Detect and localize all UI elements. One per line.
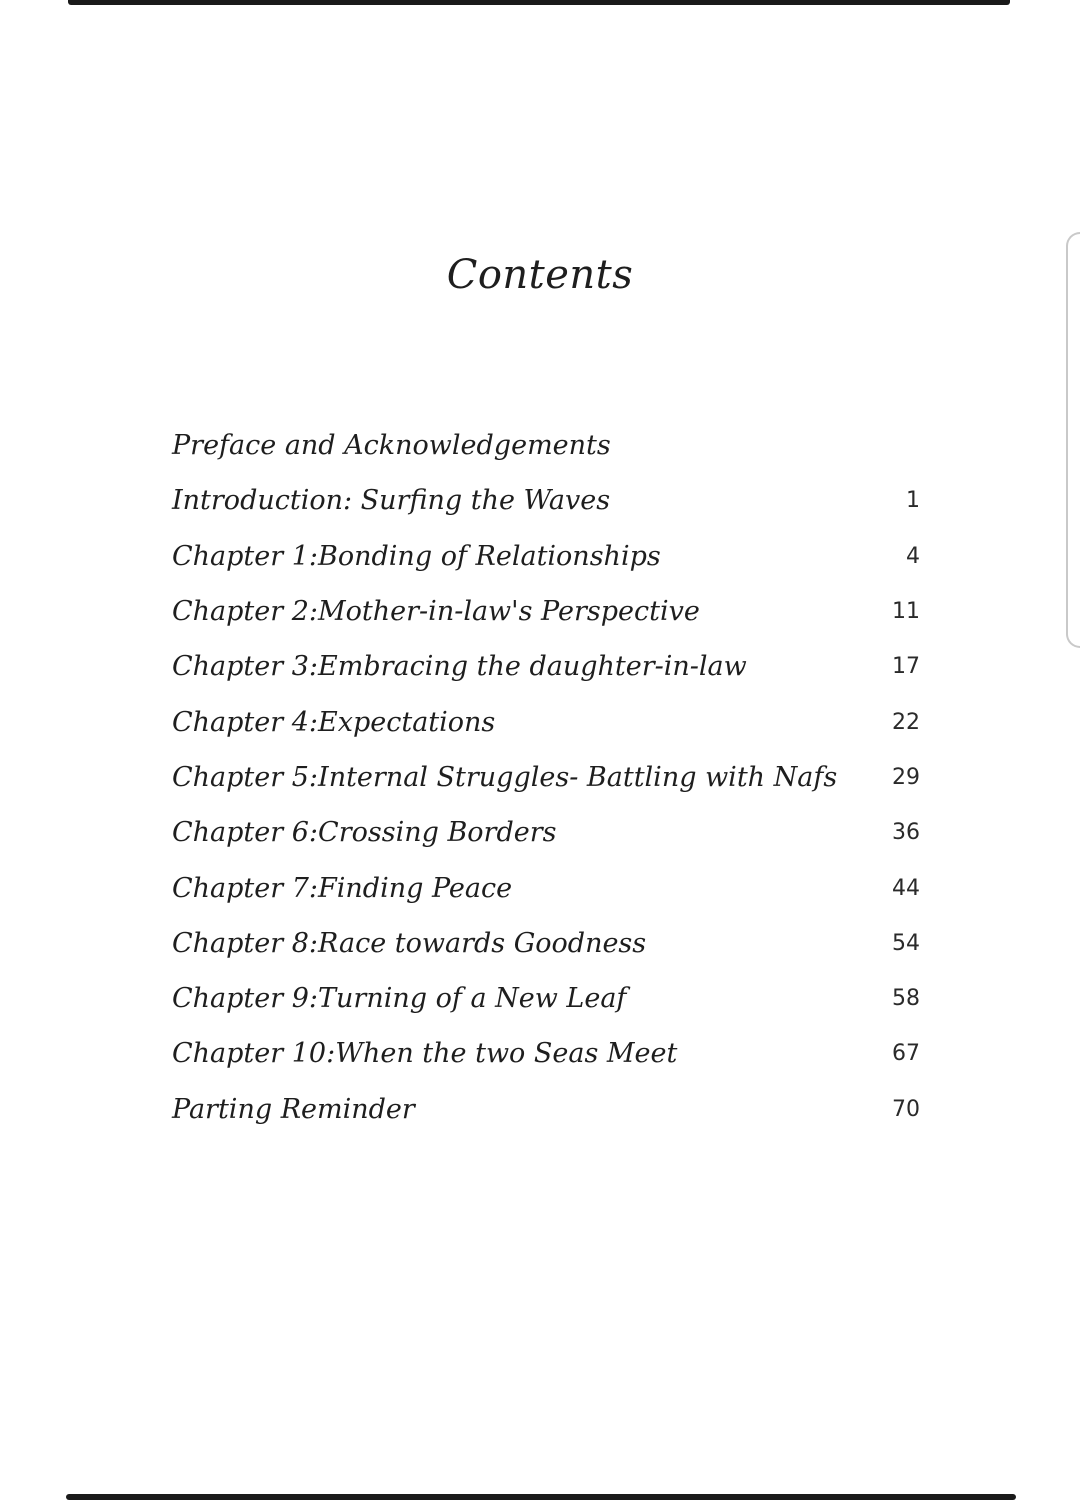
- toc-entry-title: Mother-in-law's Perspective: [318, 596, 700, 628]
- toc-entry-title: Expectations: [318, 706, 496, 738]
- toc-page-number: 11: [892, 599, 920, 625]
- toc-page-number: 4: [906, 543, 920, 569]
- toc-chapter-label: Chapter 8:: [172, 927, 319, 959]
- toc-entry-chapter-2[interactable]: [172, 584, 920, 639]
- toc-page-number: 58: [892, 986, 920, 1012]
- top-border-rule: [68, 0, 1010, 5]
- toc-entry-chapter-1[interactable]: [172, 529, 920, 584]
- toc-entry-text: [172, 873, 512, 904]
- toc-entry-chapter-3[interactable]: [172, 639, 920, 694]
- toc-entry-text: [172, 762, 837, 793]
- toc-page-number: 44: [892, 875, 920, 901]
- toc-chapter-label: Chapter 4:: [172, 706, 319, 738]
- toc-entry-text: [172, 596, 700, 627]
- toc-entry-chapter-4[interactable]: [172, 694, 920, 749]
- toc-entry-chapter-5[interactable]: [172, 750, 920, 805]
- toc-page-number: 70: [892, 1096, 920, 1122]
- toc-entry-text: [172, 485, 610, 516]
- toc-entry-chapter-9[interactable]: [172, 971, 920, 1026]
- toc-page-number: 22: [892, 709, 920, 735]
- toc-entry-chapter-6[interactable]: [172, 805, 920, 860]
- toc-chapter-label: Chapter 10:: [172, 1038, 336, 1070]
- toc-page-number: 1: [906, 488, 920, 514]
- toc-entry-preface[interactable]: [172, 418, 920, 473]
- toc-entry-text: [172, 1038, 677, 1069]
- toc-page-number: 29: [892, 764, 920, 790]
- toc-entry-text: [172, 541, 661, 572]
- toc-chapter-label: Chapter 5:: [172, 761, 319, 793]
- toc-chapter-label: Chapter 3:: [172, 651, 319, 683]
- toc-entry-title: Race towards Goodness: [318, 927, 647, 959]
- toc-entry-title: Preface and Acknowledgements: [172, 430, 611, 462]
- toc-entry-chapter-8[interactable]: [172, 916, 920, 971]
- toc-entry-text: [172, 1094, 415, 1125]
- toc-page-number: 67: [892, 1041, 920, 1067]
- toc-entry-title: Internal Struggles- Battling with Nafs: [318, 761, 838, 793]
- toc-chapter-label: Chapter 6:: [172, 817, 319, 849]
- toc-entry-chapter-7[interactable]: [172, 860, 920, 915]
- toc-entry-title: Embracing the daughter-in-law: [318, 651, 747, 683]
- toc-entry-chapter-10[interactable]: [172, 1026, 920, 1081]
- toc-entry-title: Bonding of Relationships: [318, 540, 661, 572]
- toc-entry-title: Parting Reminder: [172, 1093, 415, 1125]
- toc-chapter-label: Chapter 2:: [172, 596, 319, 628]
- toc-entry-title: Crossing Borders: [318, 817, 557, 849]
- toc-chapter-label: Chapter 9:: [172, 983, 319, 1015]
- toc-entry-text: [172, 983, 626, 1014]
- toc-page-number: 54: [892, 930, 920, 956]
- toc-entry-parting-reminder[interactable]: [172, 1082, 920, 1137]
- toc-chapter-label: Chapter 1:: [172, 540, 319, 572]
- toc-entry-text: [172, 928, 646, 959]
- table-of-contents: [172, 418, 920, 1137]
- toc-entry-text: [172, 707, 495, 738]
- toc-entry-introduction[interactable]: [172, 473, 920, 528]
- toc-entry-title: Introduction: Surfing the Waves: [172, 485, 611, 517]
- bottom-border-rule: [66, 1494, 1016, 1500]
- toc-entry-title: Turning of a New Leaf: [318, 983, 627, 1015]
- toc-entry-text: [172, 430, 611, 461]
- toc-entry-text: [172, 651, 747, 682]
- toc-page-number: 17: [892, 654, 920, 680]
- toc-entry-text: [172, 817, 556, 848]
- toc-entry-title: When the two Seas Meet: [335, 1038, 678, 1070]
- page-title: Contents: [446, 252, 634, 298]
- toc-page-number: 36: [892, 820, 920, 846]
- toc-entry-title: Finding Peace: [318, 872, 513, 904]
- toc-chapter-label: Chapter 7:: [172, 872, 319, 904]
